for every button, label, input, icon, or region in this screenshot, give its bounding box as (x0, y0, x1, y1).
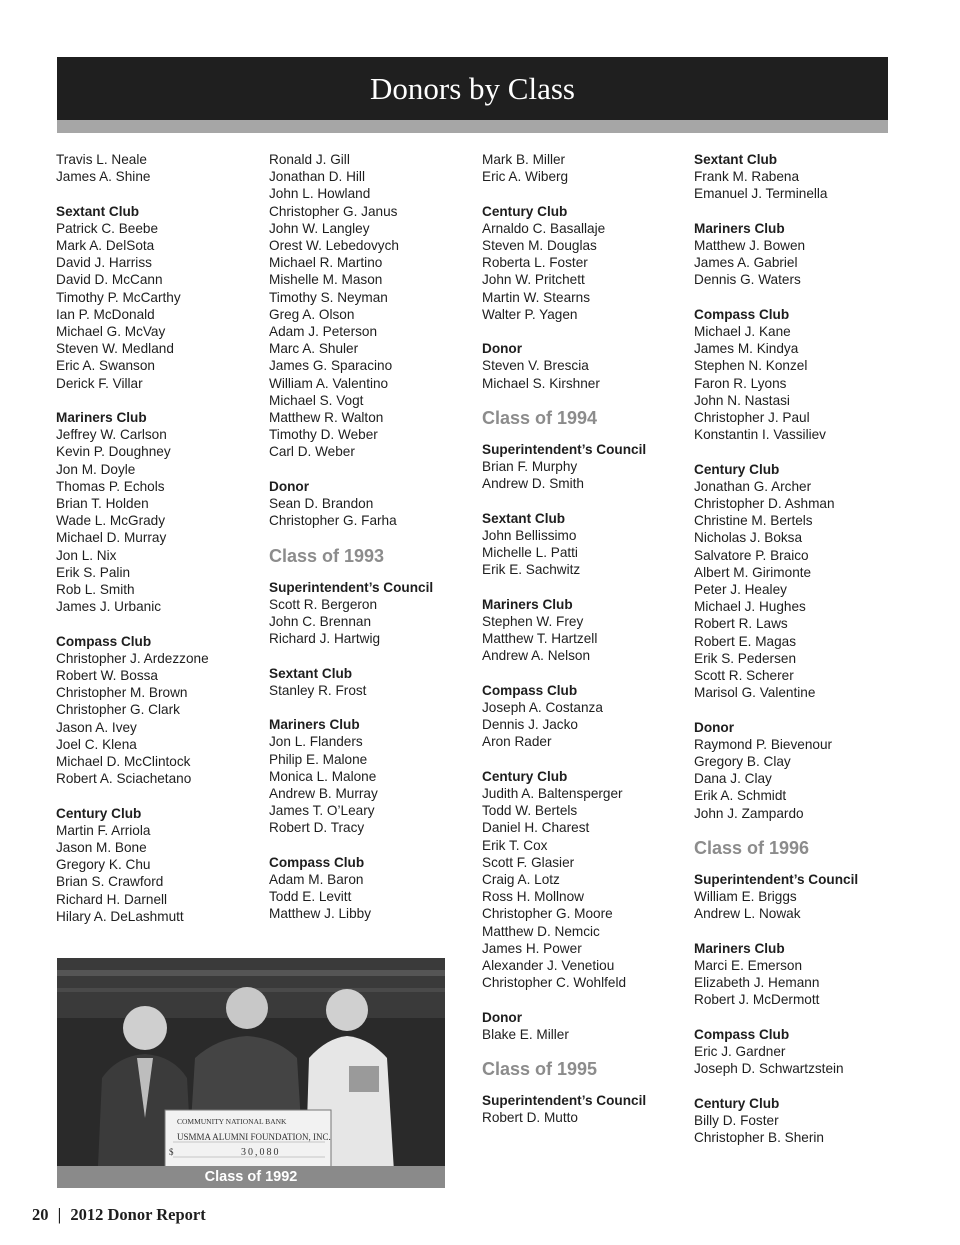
donor-name: Marisol G. Valentine (694, 685, 816, 701)
donor-name: Ross H. Mollnow (482, 889, 584, 905)
donor-section (482, 682, 687, 751)
donor-name: Robert D. Tracy (269, 820, 365, 836)
donor-name: Erik E. Sachwitz (482, 562, 581, 578)
donor-section (482, 1092, 687, 1126)
donor-name: James M. Kindya (694, 341, 799, 357)
page-number: 20 (32, 1205, 49, 1224)
donor-name: Derick F. Villar (56, 375, 143, 391)
donor-level-title: Mariners Club (56, 410, 147, 426)
donor-name: James J. Urbanic (56, 599, 162, 615)
donor-level-title: Century Club (694, 461, 780, 477)
donor-name: Richard J. Hartwig (269, 631, 381, 647)
donor-name: James T. O’Leary (269, 803, 375, 819)
donor-name: Robert W. Bossa (56, 668, 158, 684)
donor-name: Faron R. Lyons (694, 375, 787, 391)
donor-name: Judith A. Baltensperger (482, 786, 623, 801)
donor-name: Stephen W. Frey (482, 614, 584, 629)
donor-name: James A. Gabriel (694, 255, 798, 271)
donor-name: James H. Power (482, 940, 582, 956)
donor-name: Mark A. DelSota (56, 238, 155, 253)
donor-name: Andrew A. Nelson (482, 648, 591, 664)
donor-name: Carl D. Weber (269, 444, 355, 460)
donor-section (482, 441, 687, 493)
check-bank-name: COMMUNITY NATIONAL BANK (177, 1117, 287, 1126)
check-payee: USMMA ALUMNI FOUNDATION, INC. (177, 1132, 331, 1142)
class-year-heading: Class of 1995 (482, 1059, 598, 1080)
donor-name: Ian P. McDonald (56, 306, 155, 322)
donor-name: William A. Valentino (269, 375, 389, 391)
donor-level-title: Sextant Club (56, 203, 140, 219)
donor-name: Christopher B. Sherin (694, 1130, 824, 1146)
donor-name: Kevin P. Doughney (56, 444, 171, 460)
donor-name: Michael D. Murray (56, 530, 167, 546)
donor-name: Wade L. McGrady (56, 513, 166, 529)
donor-name: Greg A. Olson (269, 306, 355, 322)
donor-name: Dennis J. Jacko (482, 717, 578, 733)
donor-name: Walter P. Yagen (482, 306, 578, 322)
donor-level-title: Sextant Club (269, 665, 353, 681)
donor-name: Christopher D. Ashman (694, 496, 835, 512)
donor-name: Christopher C. Wohlfeld (482, 975, 627, 991)
donor-name: Christopher G. Janus (269, 203, 398, 219)
donor-section (694, 151, 899, 203)
donor-name: Michael S. Kirshner (482, 375, 600, 391)
donor-name: John L. Howland (269, 186, 371, 202)
donor-name: Jonathan G. Archer (694, 478, 812, 494)
donor-section (56, 805, 261, 925)
donor-name: Matthew J. Libby (269, 906, 371, 922)
donor-name: Todd E. Levitt (269, 889, 352, 905)
donor-name: Christopher G. Clark (56, 702, 180, 718)
donor-name: Raymond P. Bievenour (694, 736, 833, 752)
donor-name: Adam J. Peterson (269, 324, 378, 340)
donor-level-title: Sextant Club (482, 510, 566, 526)
donor-name: Michael S. Vogt (269, 392, 364, 408)
donor-name: John C. Brennan (269, 614, 372, 630)
donor-section (56, 203, 261, 392)
donor-name: Jon L. Nix (56, 547, 117, 563)
donor-section (56, 409, 261, 615)
donor-name: Dennis G. Waters (694, 272, 801, 288)
donor-name: Sean D. Brandon (269, 496, 374, 512)
donor-name: John N. Nastasi (694, 392, 790, 408)
donor-column-3 (482, 151, 687, 1144)
donor-name: Ronald J. Gill (269, 152, 350, 167)
check-amount: 30,080 (241, 1147, 281, 1158)
donor-name: Erik S. Pedersen (694, 650, 796, 666)
donor-level-title: Donor (694, 719, 735, 735)
donor-name: Nicholas J. Boksa (694, 530, 803, 546)
donor-name: Michael J. Hughes (694, 599, 806, 615)
banner-rule (57, 120, 888, 133)
donor-name: Steven W. Medland (56, 341, 174, 357)
donor-name: Mark B. Miller (482, 152, 566, 167)
donor-section (56, 633, 261, 788)
donor-name: Matthew T. Hartzell (482, 631, 598, 647)
donor-section (482, 340, 687, 392)
donor-name: Patrick C. Beebe (56, 220, 158, 236)
donor-column-4 (694, 151, 899, 1163)
photo-caption (57, 1166, 445, 1188)
donor-name: Philip E. Malone (269, 751, 368, 767)
donor-section (269, 716, 474, 836)
donor-section (694, 871, 899, 923)
donor-section (269, 665, 474, 699)
donor-name: Aron Rader (482, 734, 552, 750)
donor-name: Scott R. Bergeron (269, 596, 378, 612)
donor-name: Roberta L. Foster (482, 255, 588, 271)
donor-section (482, 151, 687, 185)
donor-name: David J. Harriss (56, 255, 152, 271)
footer-report-title: 2012 Donor Report (70, 1205, 206, 1224)
donor-level-title: Donor (482, 341, 523, 357)
donor-name: John W. Langley (269, 220, 370, 236)
donor-level-title: Mariners Club (694, 940, 785, 956)
donor-section (482, 510, 687, 579)
donor-name: James G. Sparacino (269, 358, 393, 374)
donor-name: Jason M. Bone (56, 840, 147, 856)
donor-name: Billy D. Foster (694, 1112, 779, 1128)
donor-name: James A. Shine (56, 169, 151, 185)
donor-name: Christopher J. Paul (694, 410, 810, 426)
page-footer (32, 1205, 206, 1225)
donor-name: Christopher J. Ardezzone (56, 650, 209, 666)
page-banner (57, 57, 888, 120)
donor-name: Gregory B. Clay (694, 754, 791, 770)
donor-section (269, 151, 474, 461)
donor-name: John Bellissimo (482, 528, 577, 543)
donor-name: Eric J. Gardner (694, 1044, 786, 1060)
donor-name: William E. Briggs (694, 889, 797, 905)
donor-name: Robert E. Magas (694, 633, 796, 649)
donor-name: Brian S. Crawford (56, 874, 164, 890)
donor-name: Martin W. Stearns (482, 289, 591, 305)
donor-level-title: Compass Club (482, 682, 578, 698)
donor-level-title: Donor (482, 1009, 523, 1025)
donor-name: Eric A. Wiberg (482, 169, 569, 185)
donor-name: John W. Pritchett (482, 272, 585, 288)
donor-name: Elizabeth J. Hemann (694, 975, 820, 991)
donor-level-title: Compass Club (694, 306, 790, 322)
class-year-heading: Class of 1994 (482, 408, 598, 428)
photo-caption-text: Class of 1992 (204, 1169, 298, 1185)
donor-name: Jonathan D. Hill (269, 169, 365, 185)
donor-name: Jon M. Doyle (56, 461, 136, 477)
donor-level-title: Century Club (56, 805, 142, 821)
donor-section (482, 596, 687, 665)
donor-name: Todd W. Bertels (482, 803, 578, 819)
donor-level-title: Century Club (482, 203, 568, 219)
donor-name: Frank M. Rabena (694, 169, 800, 185)
donor-section (56, 151, 261, 185)
donor-name: Scott F. Glasier (482, 854, 575, 870)
donor-name: Christopher G. Farha (269, 513, 397, 529)
donor-name: Dana J. Clay (694, 771, 772, 787)
donor-name: Gregory K. Chu (56, 857, 151, 873)
donor-section (269, 579, 474, 648)
class-year-heading: Class of 1996 (694, 838, 810, 859)
donor-section (694, 306, 899, 444)
donor-name: Matthew J. Bowen (694, 238, 806, 253)
donor-name: Brian T. Holden (56, 496, 149, 512)
donor-level-title: Donor (269, 478, 310, 494)
donor-name: Christopher G. Moore (482, 906, 613, 922)
donor-name: Arnaldo C. Basallaje (482, 220, 606, 236)
donor-name: Timothy S. Neyman (269, 289, 388, 305)
donor-name: Craig A. Lotz (482, 872, 560, 888)
donor-name: Mishelle M. Mason (269, 272, 383, 288)
donor-name: Matthew D. Nemcic (482, 923, 600, 939)
donor-name: Steven M. Douglas (482, 238, 597, 253)
donor-name: Adam M. Baron (269, 872, 364, 888)
donor-name: Stephen N. Konzel (694, 358, 808, 374)
donor-section (694, 220, 899, 289)
donor-column-2 (269, 151, 474, 940)
donor-section (269, 478, 474, 530)
donor-section (482, 768, 687, 992)
donor-level-title: Compass Club (694, 1026, 790, 1042)
donor-name: Steven V. Brescia (482, 358, 589, 374)
donor-name: Andrew L. Nowak (694, 906, 801, 922)
donor-name: Jason A. Ivey (56, 719, 137, 735)
donor-section (482, 1009, 687, 1043)
donor-name: Rob L. Smith (56, 582, 135, 598)
donor-name: Erik A. Schmidt (694, 788, 787, 804)
donor-name: Salvatore P. Braico (694, 547, 809, 563)
donor-name: Timothy P. McCarthy (56, 289, 181, 305)
donor-name: Jeffrey W. Carlson (56, 427, 167, 443)
donor-name: Joseph D. Schwartzstein (694, 1061, 844, 1077)
donor-level-title: Superintendent’s Council (482, 1093, 647, 1109)
donor-level-title: Mariners Club (482, 596, 573, 612)
donor-name: John J. Zampardo (694, 805, 804, 821)
donor-name: Hilary A. DeLashmutt (56, 908, 184, 924)
donor-name: Christine M. Bertels (694, 513, 813, 529)
donor-name: Robert D. Mutto (482, 1110, 578, 1126)
donor-name: Martin F. Arriola (56, 822, 151, 838)
donor-name: Timothy D. Weber (269, 427, 378, 443)
donor-name: Blake E. Miller (482, 1026, 569, 1042)
donor-name: Marci E. Emerson (694, 958, 803, 974)
donor-level-title: Superintendent’s Council (269, 579, 434, 595)
donor-section (482, 203, 687, 323)
donor-name: Richard H. Darnell (56, 891, 168, 907)
class-year-heading: Class of 1993 (269, 545, 385, 566)
donor-section (694, 461, 899, 702)
donor-name: Scott R. Scherer (694, 668, 794, 684)
donor-section (269, 854, 474, 923)
donor-name: Daniel H. Charest (482, 820, 590, 836)
donor-name: Michelle L. Patti (482, 545, 578, 561)
donor-level-title: Mariners Club (694, 220, 785, 236)
class-photo-image (57, 958, 445, 1188)
donor-level-title: Superintendent’s Council (694, 872, 859, 888)
donor-name: Joel C. Klena (56, 736, 137, 752)
donor-name: Michael D. McClintock (56, 754, 191, 770)
donor-name: Michael R. Martino (269, 255, 383, 271)
donor-name: Andrew D. Smith (482, 476, 584, 492)
donor-name: Albert M. Girimonte (694, 564, 812, 580)
donor-section (694, 1095, 899, 1147)
donor-name: Peter J. Healey (694, 582, 787, 598)
donor-level-title: Compass Club (269, 854, 365, 870)
donor-name: Konstantin I. Vassiliev (694, 427, 826, 443)
donor-name: Travis L. Neale (56, 152, 147, 167)
donor-level-title: Compass Club (56, 633, 152, 649)
check-currency: $ (169, 1147, 174, 1157)
donor-name: Christopher M. Brown (56, 685, 188, 701)
donor-name: Erik T. Cox (482, 837, 548, 853)
donor-name: Marc A. Shuler (269, 341, 359, 357)
donor-level-title: Century Club (482, 768, 568, 784)
page-title: Donors by Class (370, 70, 575, 106)
donor-name: Joseph A. Costanza (482, 700, 603, 715)
donor-name: Robert J. McDermott (694, 992, 820, 1008)
donor-name: Robert R. Laws (694, 616, 788, 632)
donor-section (694, 940, 899, 1009)
donor-name: Jon L. Flanders (269, 734, 363, 750)
donor-name: Michael J. Kane (694, 324, 791, 339)
donor-name: Erik S. Palin (56, 564, 131, 580)
footer-separator: | (57, 1205, 62, 1224)
donor-section (694, 719, 899, 822)
donor-name: Eric A. Swanson (56, 358, 155, 374)
donor-name: Matthew R. Walton (269, 410, 384, 426)
donor-name: Orest W. Lebedovych (269, 238, 399, 254)
donor-column-1 (56, 151, 261, 942)
donor-level-title: Mariners Club (269, 717, 360, 733)
donor-name: David D. McCann (56, 272, 163, 288)
donor-name: Alexander J. Venetiou (482, 958, 615, 974)
donor-name: Michael G. McVay (56, 324, 166, 340)
donor-section (694, 1026, 899, 1078)
donor-name: Andrew B. Murray (269, 786, 378, 802)
donor-level-title: Superintendent’s Council (482, 442, 647, 457)
donor-name: Thomas P. Echols (56, 478, 165, 494)
donor-name: Stanley R. Frost (269, 682, 367, 698)
donor-level-title: Century Club (694, 1095, 780, 1111)
donor-name: Emanuel J. Terminella (694, 186, 828, 202)
donor-name: Monica L. Malone (269, 768, 377, 784)
class-photo (57, 958, 445, 1188)
donor-name: Robert A. Sciachetano (56, 771, 192, 787)
donor-level-title: Sextant Club (694, 152, 778, 167)
donor-name: Brian F. Murphy (482, 459, 578, 475)
